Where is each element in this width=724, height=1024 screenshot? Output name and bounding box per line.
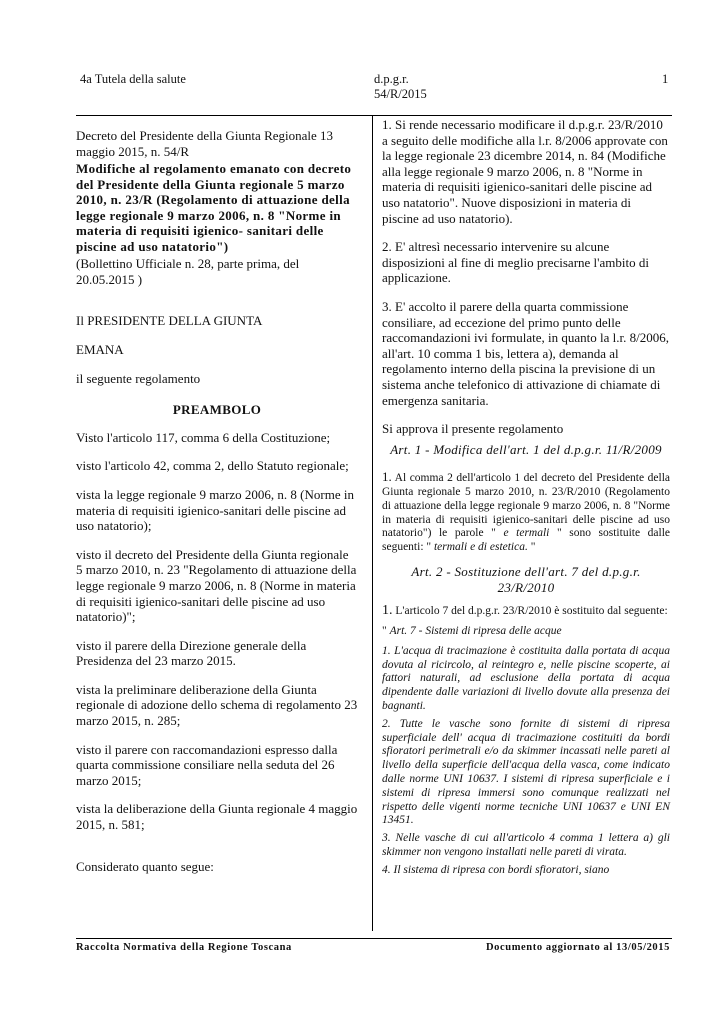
- bulletin-reference: (Bollettino Ufficiale n. 28, parte prima, del 20.05.2015 ): [76, 256, 300, 287]
- header-code-line2: 54/R/2015: [374, 87, 427, 101]
- visto-item: Visto l'articolo 117, comma 6 della Costituzione;: [76, 429, 331, 445]
- consideration-item: 2. E' altresì necessario intervenire su alcune disposizioni al fine di meglio precisarne l'ambito di applicazione.: [382, 239, 649, 286]
- article-7-open-quote: ": [382, 625, 390, 638]
- article-1-text-a: Al comma 2 dell'articolo 1 del decreto del Presidente della Giunta regionale 5 marzo 2010, n. 23/R/2010 (Regolamento di attuazione della legge regionale 9 marzo 2006, n. 8 "Norme in materia di requisiti igienico-sanitari delle piscine ad uso natatorio") le parole ": [382, 472, 670, 540]
- article-7-heading: [382, 625, 670, 639]
- left-column: [76, 128, 358, 874]
- visto-item: vista la deliberazione della Giunta regionale 4 maggio 2015, n. 581;: [76, 801, 358, 833]
- article-1-italic-old: e termali: [495, 527, 557, 540]
- consideration-item: 3. E' accolto il parere della quarta commissione consiliare, ad eccezione del primo punto delle raccomandazioni ivi formulate, in quanto la l.r. 8/2006, all'art. 10 comma 1 bis, lettera a), demanda al regolamento interno della piscina la previsione di un sistema anche telefonico di attivazione di chiamate di emergenza sanitaria.: [382, 298, 670, 408]
- article-7-heading-text: Art. 7 - Sistemi di ripresa delle acque: [389, 625, 562, 638]
- visto-item: visto il parere con raccomandazioni espresso dalla quarta commissione consiliare nella seduta del 26 marzo 2015;: [76, 741, 338, 788]
- approva-text: Si approva il presente regolamento: [382, 421, 564, 437]
- footer-source: Raccolta Normativa della Regione Toscana: [76, 942, 292, 953]
- footer-rule: [76, 938, 672, 939]
- seguente-text: il seguente regolamento: [76, 370, 201, 386]
- decree-subject: Modifiche al regolamento emanato con decreto del Presidente della Giunta regionale 5 marzo 2010, n. 23/R (Regolamento di attuazione della legge regionale 9 marzo 2006, n. 8 "Norme in materia di requisiti igienico- sanitari delle piscine ad uso natatorio"): [76, 161, 352, 254]
- considerato-text: Considerato quanto segue:: [76, 858, 214, 874]
- visto-item: vista la legge regionale 9 marzo 2006, n. 8 (Norme in materia di requisiti igienico-sanitari delle piscine ad uso natatorio);: [76, 486, 354, 534]
- header-code: [374, 72, 427, 102]
- footer-updated: Documento aggiornato al 13/05/2015: [485, 942, 670, 953]
- visto-item: visto l'articolo 42, comma 2, dello Statuto regionale;: [76, 458, 349, 474]
- article-1-comma-number: 1.: [382, 469, 392, 485]
- article-2-title: Art. 2 - Sostituzione dell'art. 7 del d.p.g.r. 23/R/2010: [411, 564, 641, 595]
- article-1-text-c: ": [530, 541, 536, 554]
- article-7-paragraph: 3. Nelle vasche di cui all'articolo 4 comma 1 lettera a) gli skimmer non vengono installati nelle pareti di virata.: [382, 832, 670, 858]
- emana-heading: EMANA: [76, 341, 124, 357]
- article-1-comma-1: [382, 470, 670, 555]
- president-heading: Il PRESIDENTE DELLA GIUNTA: [76, 313, 263, 329]
- article-1-text-b: " sono sostituite dalle seguenti: ": [382, 527, 670, 554]
- column-divider: [372, 115, 373, 931]
- article-7-paragraph: 2. Tutte le vasche sono fornite di sistemi di ripresa superficiale dell' acqua di tracimazione costituiti da bordi sfioratori perimetrali e/o da skimmer incassati nelle pareti al livello della superficie dell'acqua della vasca, come indicato dalle norme UNI 10637. I sistemi di ripresa superficiale e i sistemi di ripresa immersi sono comunque realizzati nel rispetto delle vigenti norme tecniche UNI 10637 e UNI EN 13451.: [382, 717, 670, 827]
- visto-item: vista la preliminare deliberazione della Giunta regionale di adozione dello schema di regolamento 23 marzo 2015, n. 285;: [76, 681, 358, 729]
- header-rule: [76, 115, 672, 116]
- article-2-comma-number: 1.: [382, 603, 393, 619]
- consideration-item: 1. Si rende necessario modificare il d.p.g.r. 23/R/2010 a seguito delle modifiche alla l.r. 8/2006 approvate con la legge regionale 23 dicembre 2014, n. 84 (Modifiche alla legge regionale 9 marzo 2006, n. 8 "Norme in materia di requisiti igienico-sanitari delle piscine ad uso natatorio". Nuove disposizioni in materia di piscine ad uso natatorio).: [382, 117, 668, 226]
- article-7-paragraph: 4. Il sistema di ripresa con bordi sfioratori, siano: [382, 863, 610, 876]
- visto-item: visto il decreto del Presidente della Giunta regionale 5 marzo 2010, n. 23 "Regolamento di attuazione della legge regionale 9 marzo 2006, n. 8 (Norme in materia di requisiti igienico-sanitari delle piscine ad uso natatorio)";: [76, 546, 357, 625]
- article-7-paragraph: 1. L'acqua di tracimazione è costituita dalla portata di acqua dovuta al ricircolo, al reintegro e, nelle piscine scoperte, ai fattori naturali, ad esclusione della portata di acqua dipendente dalle variazioni di livello dovute alla presenza dei bagnanti.: [382, 644, 670, 713]
- article-2-comma-1: [382, 604, 670, 619]
- page-number: 1: [662, 72, 669, 86]
- visto-item: visto il parere della Direzione generale della Presidenza del 23 marzo 2015.: [76, 637, 307, 669]
- article-1-italic-new: termali e di estetica.: [431, 541, 531, 554]
- header-section: 4a Tutela della salute: [80, 72, 186, 86]
- article-1-title: Art. 1 - Modifica dell'art. 1 del d.p.g.r. 11/R/2009: [390, 441, 662, 457]
- header-code-line1: d.p.g.r.: [374, 72, 409, 86]
- article-2-text: L'articolo 7 del d.p.g.r. 23/R/2010 è sostituito dal seguente:: [392, 605, 668, 618]
- decree-title: Decreto del Presidente della Giunta Regionale 13 maggio 2015, n. 54/R: [76, 128, 334, 159]
- preambolo-heading: PREAMBOLO: [172, 402, 262, 418]
- right-column: [382, 117, 670, 878]
